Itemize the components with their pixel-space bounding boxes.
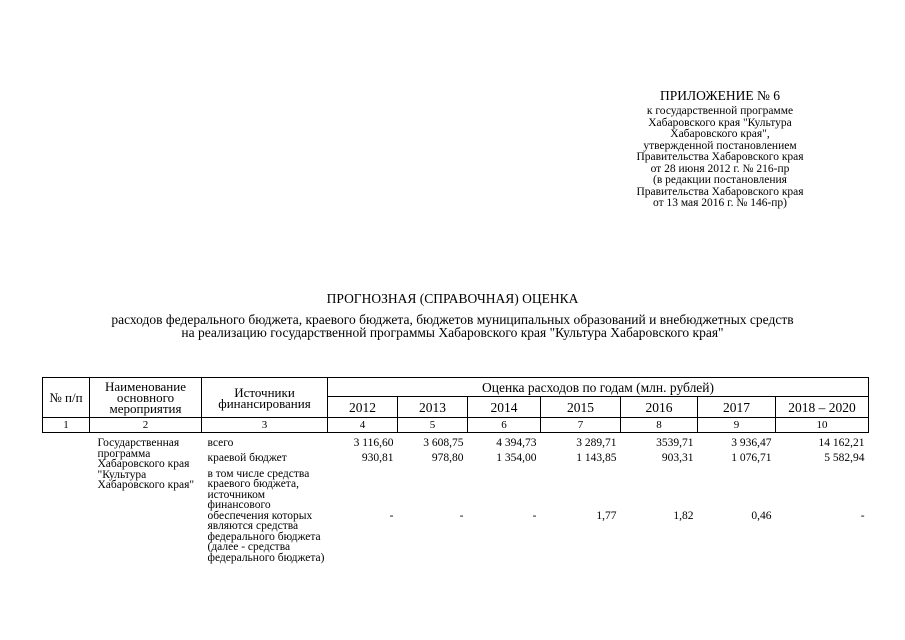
table-row — [43, 438, 869, 449]
column-number: 10 — [776, 418, 869, 433]
col-header-source: Источники финансирования — [202, 378, 328, 418]
year-header: 2013 — [398, 397, 468, 418]
value-cell: 4 394,73 — [496, 437, 537, 449]
col-header-name: Наименование основного мероприятия — [90, 378, 202, 418]
appendix-line: Правительства Хабаровского края — [636, 185, 804, 198]
document-heading — [40, 292, 865, 339]
appendix-title: ПРИЛОЖЕНИЕ № 6 — [659, 88, 781, 103]
value-cell: - — [860, 509, 865, 522]
heading-subtitle-line2: на реализацию государственной программы Хабаровского края "Культура Хабаровского края" — [181, 325, 724, 340]
appendix-block — [600, 88, 840, 210]
appendix-line: (в редакции постановления — [653, 174, 787, 186]
heading-subtitle-line1: расходов федерального бюджета, краевого бюджета, бюджетов муниципальных образований и внебюджетных средств — [111, 312, 794, 327]
year-header: 2016 — [621, 397, 698, 418]
value-cell: 1,82 — [673, 509, 694, 522]
col-header-group: Оценка расходов по годам (млн. рублей) — [328, 378, 869, 397]
year-header: 2018 – 2020 — [776, 397, 869, 418]
value-cell: - — [532, 509, 537, 522]
column-number: 3 — [202, 418, 328, 433]
appendix-line: Хабаровского края "Культура — [648, 116, 792, 129]
appendix-line: от 13 мая 2016 г. № 146-пр) — [652, 197, 788, 209]
column-number: 1 — [43, 418, 90, 433]
value-cell: 1,77 — [596, 509, 617, 522]
appendix-line: к государственной программе — [646, 105, 794, 117]
appendix-line: Хабаровского края", — [670, 128, 770, 140]
appendix-line: утвержденной постановлением — [643, 139, 797, 152]
value-cell: 3 936,47 — [731, 437, 772, 449]
year-header: 2017 — [698, 397, 776, 418]
value-cell: - — [389, 509, 394, 522]
source-cell: всего — [207, 437, 234, 449]
budget-table — [42, 377, 869, 563]
value-cell: 3539,71 — [656, 437, 694, 449]
appendix-line: от 28 июня 2012 г. № 216-пр — [650, 162, 790, 175]
column-number: 2 — [90, 418, 202, 433]
year-header: 2014 — [468, 397, 541, 418]
value-cell: 978,80 — [431, 452, 464, 465]
value-cell: 3 289,71 — [576, 437, 617, 449]
value-cell: 1 076,71 — [731, 452, 772, 465]
column-number: 4 — [328, 418, 398, 433]
source-cell: в том числе средства краевого бюджета, источником финансового обеспечения которых являются средства федерального бюджета (далее - средства федерального бюджета) — [207, 467, 325, 564]
heading-title: ПРОГНОЗНАЯ (СПРАВОЧНАЯ) ОЦЕНКА — [326, 291, 579, 306]
value-cell: 3 608,75 — [423, 437, 464, 449]
appendix-line: Правительства Хабаровского края — [636, 151, 804, 163]
value-cell: 1 143,85 — [576, 452, 617, 465]
col-header-number: № п/п — [43, 378, 90, 418]
value-cell: 0,46 — [751, 509, 772, 522]
column-number: 5 — [398, 418, 468, 433]
value-cell: - — [459, 509, 464, 522]
column-number: 6 — [468, 418, 541, 433]
year-header: 2012 — [328, 397, 398, 418]
column-number: 7 — [541, 418, 621, 433]
value-cell: 3 116,60 — [353, 437, 394, 449]
value-cell: 14 162,21 — [818, 437, 865, 449]
column-number: 8 — [621, 418, 698, 433]
column-number: 9 — [698, 418, 776, 433]
value-cell: 903,31 — [661, 452, 694, 465]
source-cell: краевой бюджет — [207, 452, 287, 465]
year-header: 2015 — [541, 397, 621, 418]
program-name: Государственная программа Хабаровского края "Культура Хабаровского края" — [97, 437, 195, 491]
value-cell: 930,81 — [361, 452, 394, 465]
value-cell: 1 354,00 — [496, 452, 537, 465]
value-cell: 5 582,94 — [824, 452, 865, 465]
